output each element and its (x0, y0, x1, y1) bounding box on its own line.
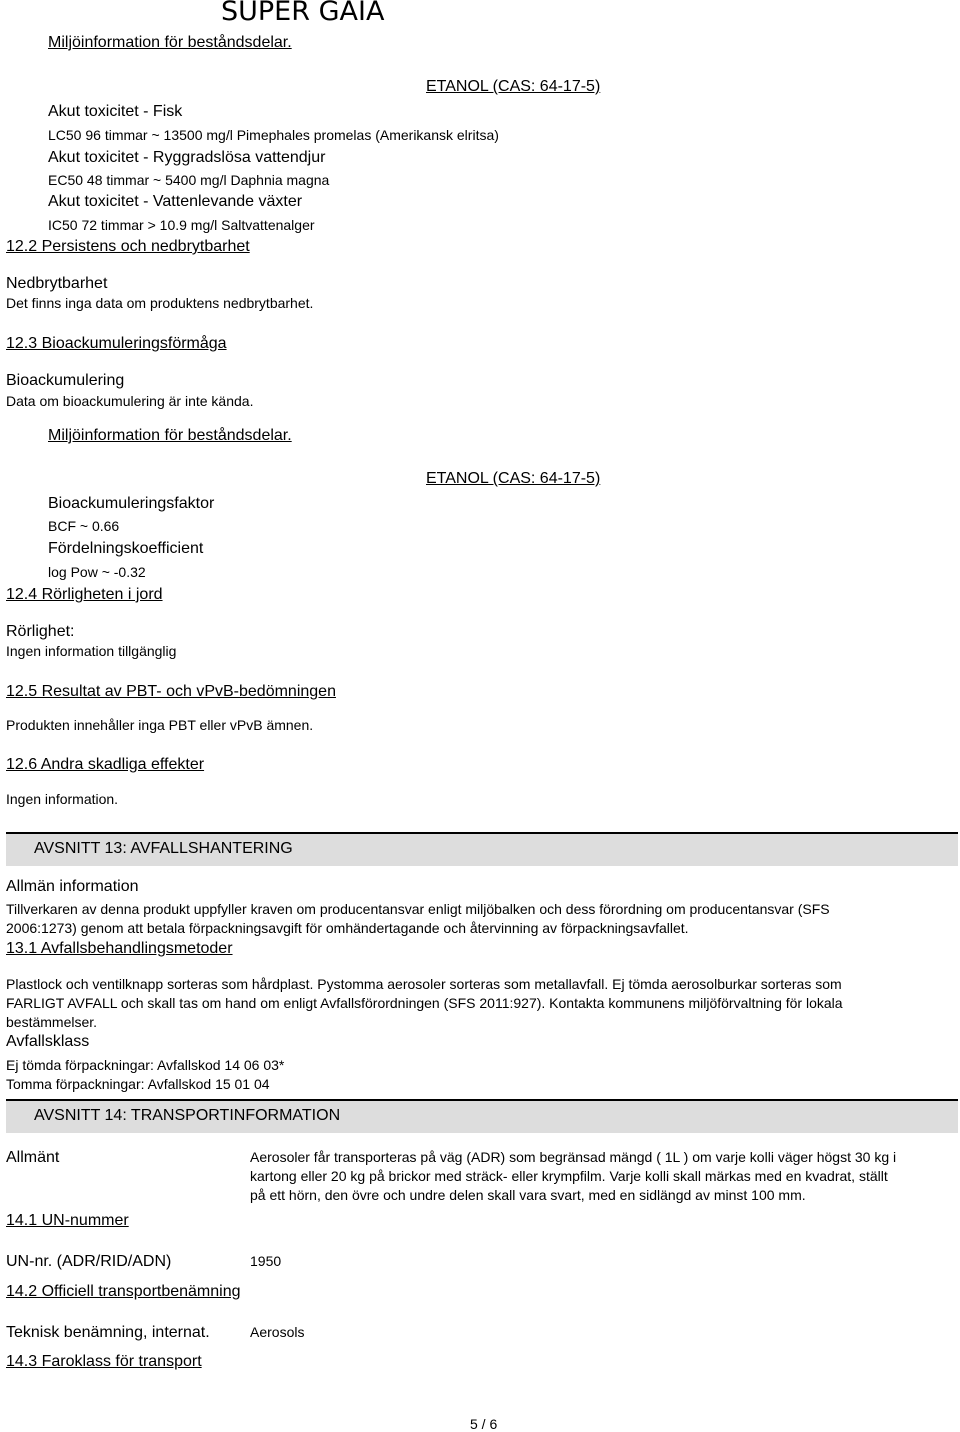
section-14-2-heading: 14.2 Officiell transportbenämning (6, 1283, 241, 1300)
section-12-2-heading: 12.2 Persistens och nedbrytbarhet (6, 238, 250, 255)
plant-toxicity-label: Akut toxicitet - Vattenlevande växter (48, 193, 303, 210)
bcf-label: Bioackumuleringsfaktor (48, 495, 215, 512)
fish-toxicity-value: LC50 96 timmar ~ 13500 mg/l Pimephales promelas (Amerikansk elritsa) (48, 127, 499, 143)
waste-general-label: Allmän information (6, 878, 139, 895)
component-info-heading: Miljöinformation för beståndsdelar. (48, 34, 292, 51)
document-title: SUPER GAIA (221, 0, 385, 27)
plant-toxicity-value: IC50 72 timmar > 10.9 mg/l Saltvattenalger (48, 217, 315, 233)
waste-class-line-1: Ej tömda förpackningar: Avfallskod 14 06 03* (6, 1057, 285, 1073)
mobility-text: Ingen information tillgänglig (6, 643, 177, 659)
section-14-1-heading: 14.1 UN-nummer (6, 1212, 129, 1229)
waste-general-line-2: 2006:1273) genom att betala förpackningsavgift för omhändertagande och återvinning av förpackningsavfallet. (6, 920, 689, 936)
invertebrate-toxicity-label: Akut toxicitet - Ryggradslösa vattendjur (48, 149, 326, 166)
section-12-5-heading: 12.5 Resultat av PBT- och vPvB-bedömningen (6, 683, 336, 700)
page-number: 5 / 6 (470, 1416, 498, 1432)
invertebrate-toxicity-value: EC50 48 timmar ~ 5400 mg/l Daphnia magna (48, 172, 330, 188)
section-12-4-heading: 12.4 Rörligheten i jord (6, 586, 163, 603)
other-effects-text: Ingen information. (6, 791, 119, 807)
transport-general-label: Allmänt (6, 1149, 60, 1166)
section-13-1-heading: 13.1 Avfallsbehandlingsmetoder (6, 940, 233, 957)
section-12-3-heading: 12.3 Bioackumuleringsförmåga (6, 335, 227, 352)
substance-name: ETANOL (CAS: 64-17-5) (426, 78, 601, 95)
fish-toxicity-label: Akut toxicitet - Fisk (48, 103, 183, 120)
waste-methods-line-2: FARLIGT AVFALL och skall tas om hand om enligt Avfallsförordningen (SFS 2011:927). Kontakta kommunens miljöförvaltning för lokala (6, 995, 843, 1011)
waste-methods-line-3: bestämmelser. (6, 1014, 98, 1030)
technical-name-value: Aerosols (250, 1324, 305, 1340)
degradability-text: Det finns inga data om produktens nedbrytbarhet. (6, 295, 314, 311)
partition-coefficient-label: Fördelningskoefficient (48, 540, 204, 557)
section-13-title: AVSNITT 13: AVFALLSHANTERING (34, 840, 293, 857)
transport-general-line-2: kartong eller 20 kg på brickor med sträck- eller krympfilm. Varje kolli skall märkas med en kvadrat, ställt (250, 1168, 888, 1184)
partition-coefficient-value: log Pow ~ -0.32 (48, 564, 146, 580)
bioaccumulation-label: Bioackumulering (6, 372, 125, 389)
waste-class-line-2: Tomma förpackningar: Avfallskod 15 01 04 (6, 1076, 270, 1092)
degradability-label: Nedbrytbarhet (6, 275, 108, 292)
section-12-6-heading: 12.6 Andra skadliga effekter (6, 756, 205, 773)
mobility-label: Rörlighet: (6, 623, 75, 640)
substance-name-2: ETANOL (CAS: 64-17-5) (426, 470, 601, 487)
section-14-bar (6, 1099, 958, 1133)
waste-general-line-1: Tillverkaren av denna produkt uppfyller kraven om producentansvar enligt miljöbalken och dess förordning om producentansvar (SFS (6, 901, 830, 917)
waste-methods-line-1: Plastlock och ventilknapp sorteras som hårdplast. Pystomma aerosoler sorteras som metallavfall. Ej tömda aerosolburkar sorteras som (6, 976, 842, 992)
section-13-bar (6, 832, 958, 866)
pbt-text: Produkten innehåller inga PBT eller vPvB ämnen. (6, 717, 314, 733)
section-14-title: AVSNITT 14: TRANSPORTINFORMATION (34, 1107, 341, 1124)
transport-general-line-1: Aerosoler får transporteras på väg (ADR) som begränsad mängd ( 1L ) om varje kolli väger högst 30 kg i (250, 1149, 897, 1165)
un-number-label: UN-nr. (ADR/RID/ADN) (6, 1253, 172, 1270)
bioaccumulation-text: Data om bioackumulering är inte kända. (6, 393, 254, 409)
bcf-value: BCF ~ 0.66 (48, 518, 120, 534)
technical-name-label: Teknisk benämning, internat. (6, 1324, 210, 1341)
component-info-heading-2: Miljöinformation för beståndsdelar. (48, 427, 292, 444)
un-number-value: 1950 (250, 1253, 282, 1269)
transport-general-line-3: på ett hörn, den övre och undre delen skall vara svart, med en sidlängd av minst 100 mm. (250, 1187, 806, 1203)
section-14-3-heading: 14.3 Faroklass för transport (6, 1353, 202, 1370)
waste-class-label: Avfallsklass (6, 1033, 90, 1050)
